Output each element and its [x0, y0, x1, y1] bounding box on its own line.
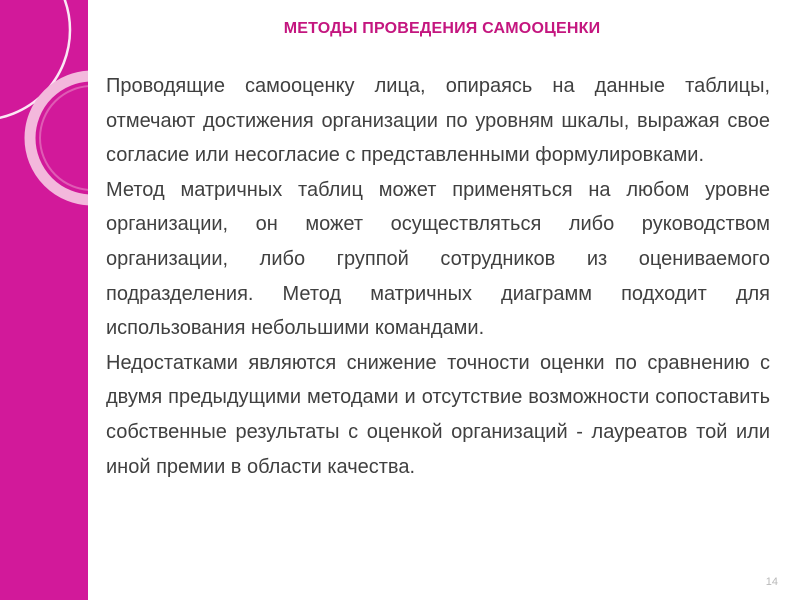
slide-number: 14 [765, 576, 778, 588]
paragraph-3: Недостатками являются снижение точности оценки по сравнению с двумя предыдущими методами и отсутствие возможности сопоставить собственные результаты с оценкой организаций - лауреатов той или иной премии в области качества. [106, 351, 770, 478]
slide-title: МЕТОДЫ ПРОВЕДЕНИЯ САМООЦЕНКИ [283, 20, 601, 37]
paragraph-2: Метод матричных таблиц может применяться на любом уровне организации, он может осуществляться либо руководством организации, либо группой сотрудников из оцениваемого подразделения. Метод матричных диаграмм подходит для использования небольшими командами. [106, 178, 770, 340]
decorative-sidebar [0, 0, 88, 600]
decor-ring-pink [30, 76, 88, 200]
paragraph-1: Проводящие самооценку лица, опираясь на данные таблицы, отмечают достижения организации по уровням шкалы, выражая свое согласие или несогласие с представленными формулировками. [106, 75, 770, 167]
slide-body [106, 69, 770, 484]
decorative-circles [0, 0, 88, 600]
